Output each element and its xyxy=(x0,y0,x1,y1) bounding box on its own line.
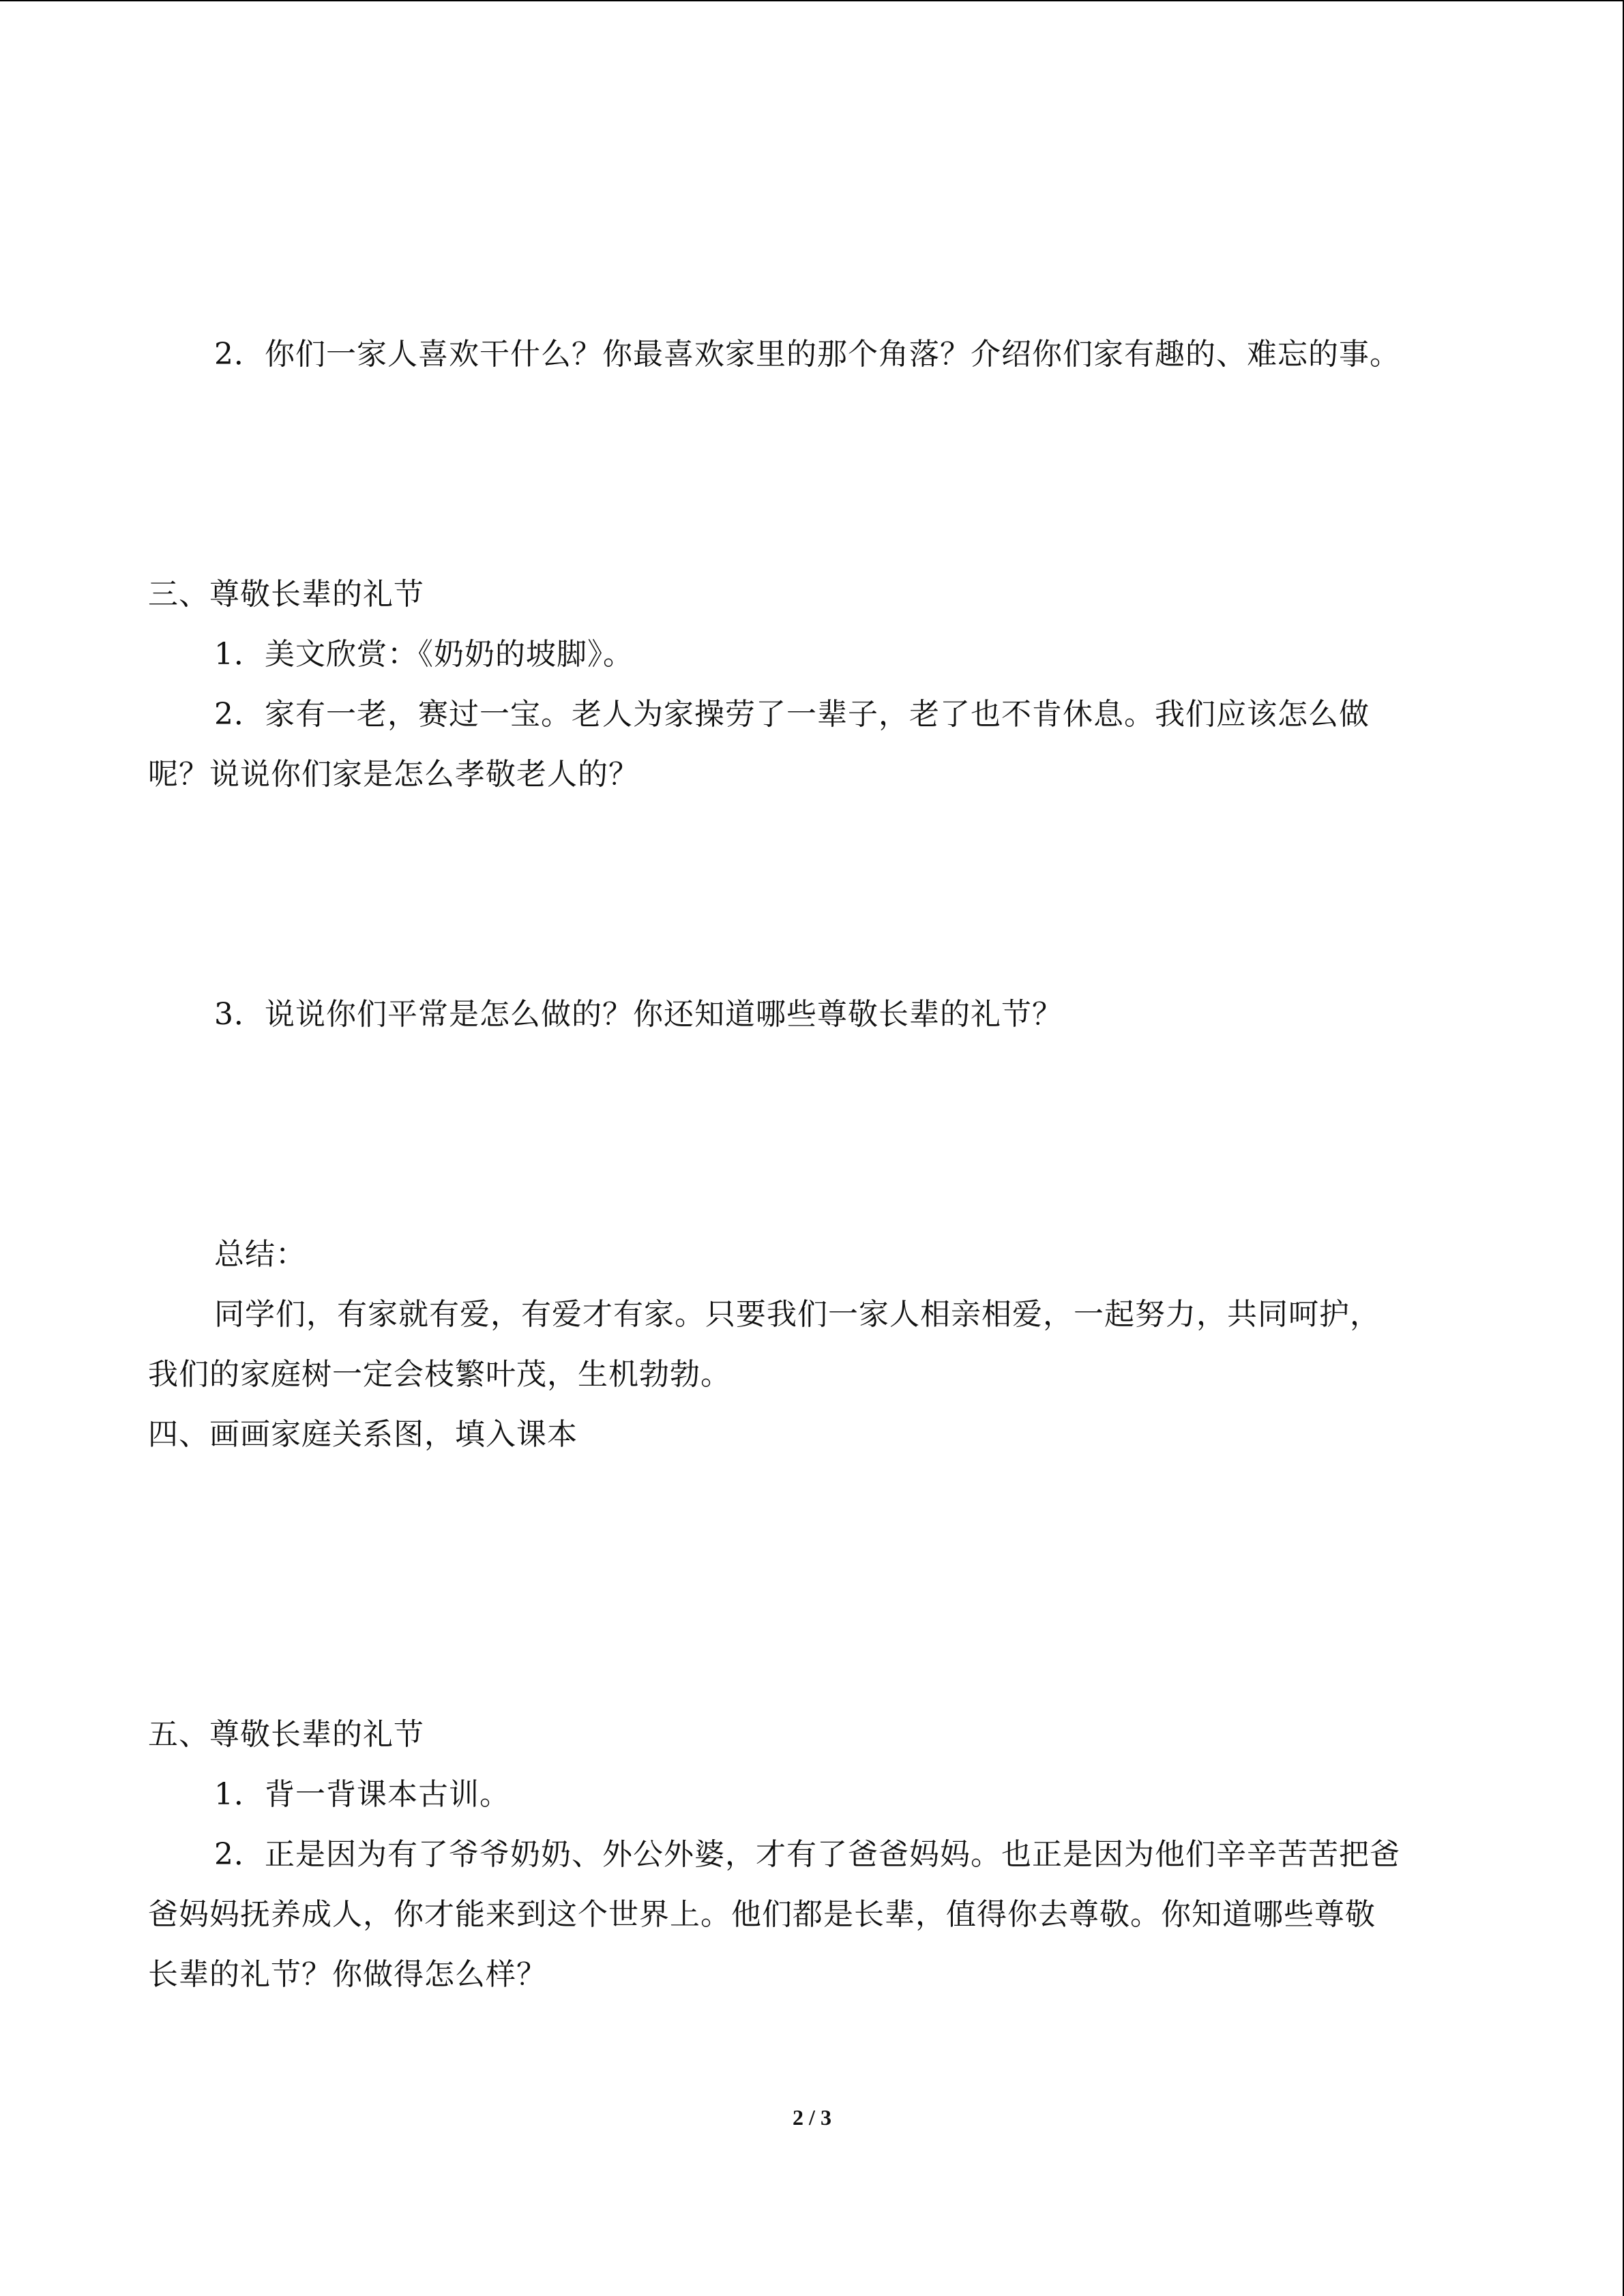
section-heading-five: 五、尊敬长辈的礼节 xyxy=(148,1717,424,1752)
paragraph-elder-line-1: 2．家有一老，赛过一宝。老人为家操劳了一辈子，老了也不肯休息。我们应该怎么做 xyxy=(214,697,1370,732)
section-heading-four: 四、画画家庭关系图，填入课本 xyxy=(148,1417,578,1452)
paragraph-respect-line-1: 2．正是因为有了爷爷奶奶、外公外婆，才有了爸爸妈妈。也正是因为他们辛辛苦苦把爸 xyxy=(214,1837,1400,1872)
item-ancient-instruction: 1．背一背课本古训。 xyxy=(214,1777,510,1812)
paragraph-elder-line-2: 呢？说说你们家是怎么孝敬老人的？ xyxy=(148,757,639,792)
paragraph-respect-line-3: 长辈的礼节？你做得怎么样？ xyxy=(148,1957,547,1992)
question-family-activities: 2．你们一家人喜欢干什么？你最喜欢家里的那个角落？介绍你们家有趣的、难忘的事。 xyxy=(214,337,1400,372)
question-etiquette: 3．说说你们平常是怎么做的？你还知道哪些尊敬长辈的礼节？ xyxy=(214,997,1063,1032)
section-heading-three: 三、尊敬长辈的礼节 xyxy=(148,577,424,612)
paragraph-respect-line-2: 爸妈妈抚养成人，你才能来到这个世界上。他们都是长辈，值得你去尊敬。你知道哪些尊敬 xyxy=(148,1897,1376,1932)
summary-line-1: 同学们，有家就有爱，有爱才有家。只要我们一家人相亲相爱，一起努力，共同呵护， xyxy=(214,1297,1381,1332)
item-essay-appreciation: 1．美文欣赏：《奶奶的坡脚》。 xyxy=(214,637,634,672)
summary-line-2: 我们的家庭树一定会枝繁叶茂，生机勃勃。 xyxy=(148,1357,731,1392)
page-number: 2 / 3 xyxy=(793,2105,831,2130)
summary-label: 总结： xyxy=(214,1237,306,1272)
